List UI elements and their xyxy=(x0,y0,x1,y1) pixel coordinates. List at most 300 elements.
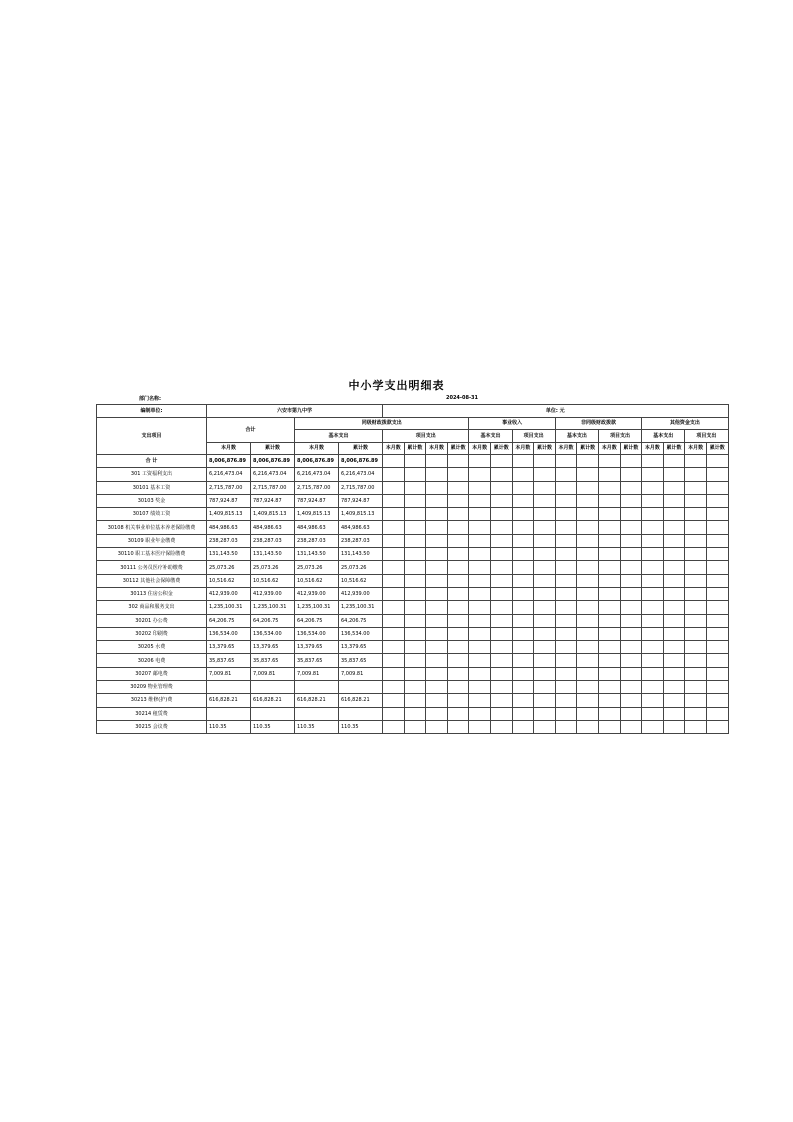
empty-cell xyxy=(490,627,512,640)
header-month: 本月数 xyxy=(598,442,620,455)
row-amount-cell: 1,409,815.13 xyxy=(295,508,339,521)
row-amount-cell: 787,924.87 xyxy=(295,494,339,507)
row-amount-cell: 238,287.03 xyxy=(295,534,339,547)
empty-cell xyxy=(490,561,512,574)
empty-cell xyxy=(534,681,556,694)
empty-cell xyxy=(383,481,405,494)
row-amount-cell: 25,073.26 xyxy=(295,561,339,574)
empty-cell xyxy=(469,614,491,627)
empty-cell xyxy=(534,667,556,680)
empty-cell xyxy=(447,468,469,481)
table-row xyxy=(97,641,729,654)
row-amount-cell: 484,986.63 xyxy=(207,521,251,534)
row-amount-cell: 1,235,100.31 xyxy=(251,601,295,614)
empty-cell xyxy=(620,561,642,574)
table-row xyxy=(97,468,729,481)
empty-cell xyxy=(620,587,642,600)
empty-cell xyxy=(404,641,426,654)
row-amount-cell xyxy=(339,681,383,694)
row-item-name: 30110 职工基本医疗保险缴费 xyxy=(97,548,207,561)
empty-cell xyxy=(534,694,556,707)
empty-cell xyxy=(577,681,599,694)
empty-cell xyxy=(685,587,707,600)
empty-cell xyxy=(512,694,534,707)
empty-cell xyxy=(555,468,577,481)
header-nonfiscal: 非同级财政拨款 xyxy=(555,417,641,430)
empty-cell xyxy=(534,601,556,614)
empty-cell xyxy=(663,681,685,694)
empty-cell xyxy=(706,694,728,707)
empty-cell xyxy=(577,455,599,468)
empty-cell xyxy=(685,654,707,667)
empty-cell xyxy=(383,707,405,720)
header-business: 事业收入 xyxy=(469,417,555,430)
empty-cell xyxy=(383,587,405,600)
table-row xyxy=(97,654,729,667)
empty-cell xyxy=(534,641,556,654)
empty-cell xyxy=(490,667,512,680)
header-cumulative: 累计数 xyxy=(339,442,383,455)
header-cumulative: 累计数 xyxy=(404,442,426,455)
row-amount-cell: 25,073.26 xyxy=(339,561,383,574)
empty-cell xyxy=(663,707,685,720)
empty-cell xyxy=(469,667,491,680)
empty-cell xyxy=(404,481,426,494)
row-amount-cell: 6,216,473.04 xyxy=(207,468,251,481)
empty-cell xyxy=(469,534,491,547)
empty-cell xyxy=(447,455,469,468)
row-amount-cell: 64,206.75 xyxy=(207,614,251,627)
row-item-name: 30201 办公费 xyxy=(97,614,207,627)
header-cumulative: 累计数 xyxy=(620,442,642,455)
empty-cell xyxy=(598,667,620,680)
row-amount-cell xyxy=(295,707,339,720)
empty-cell xyxy=(404,667,426,680)
empty-cell xyxy=(685,707,707,720)
empty-cell xyxy=(663,508,685,521)
table-row xyxy=(97,481,729,494)
empty-cell xyxy=(426,548,448,561)
empty-cell xyxy=(663,561,685,574)
empty-cell xyxy=(620,548,642,561)
empty-cell xyxy=(685,614,707,627)
empty-cell xyxy=(426,601,448,614)
header-month: 本月数 xyxy=(207,442,251,455)
empty-cell xyxy=(383,534,405,547)
row-item-name: 合 计 xyxy=(97,455,207,468)
empty-cell xyxy=(404,587,426,600)
empty-cell xyxy=(620,481,642,494)
row-item-name: 30113 住房公积金 xyxy=(97,587,207,600)
empty-cell xyxy=(642,601,664,614)
empty-cell xyxy=(447,534,469,547)
empty-cell xyxy=(447,720,469,733)
empty-cell xyxy=(706,614,728,627)
empty-cell xyxy=(426,521,448,534)
empty-cell xyxy=(555,694,577,707)
row-amount-cell: 2,715,787.00 xyxy=(295,481,339,494)
empty-cell xyxy=(512,614,534,627)
empty-cell xyxy=(469,641,491,654)
table-row xyxy=(97,681,729,694)
empty-cell xyxy=(490,654,512,667)
empty-cell xyxy=(685,601,707,614)
header-total: 合计 xyxy=(207,417,295,442)
expenditure-table xyxy=(96,404,729,734)
empty-cell xyxy=(404,468,426,481)
empty-cell xyxy=(469,627,491,640)
empty-cell xyxy=(577,494,599,507)
row-amount-cell: 2,715,787.00 xyxy=(251,481,295,494)
empty-cell xyxy=(620,508,642,521)
empty-cell xyxy=(383,561,405,574)
row-amount-cell xyxy=(339,707,383,720)
empty-cell xyxy=(663,534,685,547)
empty-cell xyxy=(663,521,685,534)
empty-cell xyxy=(555,641,577,654)
empty-cell xyxy=(598,614,620,627)
header-project: 项目支出 xyxy=(598,430,641,443)
empty-cell xyxy=(534,481,556,494)
empty-cell xyxy=(404,707,426,720)
row-item-name: 301 工资福利支出 xyxy=(97,468,207,481)
empty-cell xyxy=(598,548,620,561)
empty-cell xyxy=(534,720,556,733)
row-item-name: 30215 会议费 xyxy=(97,720,207,733)
empty-cell xyxy=(598,694,620,707)
row-amount-cell: 238,287.03 xyxy=(251,534,295,547)
empty-cell xyxy=(555,508,577,521)
empty-cell xyxy=(555,707,577,720)
header-month: 本月数 xyxy=(426,442,448,455)
empty-cell xyxy=(512,720,534,733)
empty-cell xyxy=(577,468,599,481)
header-other: 其他资金支出 xyxy=(642,417,728,430)
empty-cell xyxy=(685,561,707,574)
row-amount-cell: 10,516.62 xyxy=(339,574,383,587)
empty-cell xyxy=(469,508,491,521)
empty-cell xyxy=(469,654,491,667)
empty-cell xyxy=(426,587,448,600)
empty-cell xyxy=(685,720,707,733)
row-amount-cell: 35,837.65 xyxy=(339,654,383,667)
row-amount-cell: 7,009.81 xyxy=(339,667,383,680)
empty-cell xyxy=(490,468,512,481)
empty-cell xyxy=(706,667,728,680)
empty-cell xyxy=(706,627,728,640)
row-amount-cell: 131,143.50 xyxy=(295,548,339,561)
empty-cell xyxy=(620,720,642,733)
row-amount-cell: 412,939.00 xyxy=(339,587,383,600)
header-project: 项目支出 xyxy=(383,430,469,443)
report-date: 2024-08-31 xyxy=(446,395,478,401)
empty-cell xyxy=(663,481,685,494)
empty-cell xyxy=(577,574,599,587)
empty-cell xyxy=(598,561,620,574)
header-cumulative: 累计数 xyxy=(663,442,685,455)
table-row xyxy=(97,534,729,547)
row-amount-cell xyxy=(207,707,251,720)
empty-cell xyxy=(642,707,664,720)
row-amount-cell xyxy=(251,681,295,694)
empty-cell xyxy=(383,667,405,680)
header-month: 本月数 xyxy=(642,442,664,455)
row-item-name: 30214 租赁费 xyxy=(97,707,207,720)
empty-cell xyxy=(490,601,512,614)
row-amount-cell: 10,516.62 xyxy=(251,574,295,587)
empty-cell xyxy=(620,694,642,707)
row-amount-cell: 13,379.65 xyxy=(295,641,339,654)
table-row xyxy=(97,707,729,720)
empty-cell xyxy=(447,508,469,521)
empty-cell xyxy=(447,574,469,587)
compiler-value: 六安市第九中学 xyxy=(207,405,383,418)
empty-cell xyxy=(447,587,469,600)
empty-cell xyxy=(404,601,426,614)
empty-cell xyxy=(383,720,405,733)
empty-cell xyxy=(534,534,556,547)
empty-cell xyxy=(598,521,620,534)
empty-cell xyxy=(426,667,448,680)
empty-cell xyxy=(685,481,707,494)
row-amount-cell: 8,006,876.89 xyxy=(339,455,383,468)
empty-cell xyxy=(490,574,512,587)
row-amount-cell: 1,409,815.13 xyxy=(339,508,383,521)
empty-cell xyxy=(404,521,426,534)
empty-cell xyxy=(383,455,405,468)
row-amount-cell: 787,924.87 xyxy=(207,494,251,507)
header-basic: 基本支出 xyxy=(642,430,685,443)
row-item-name: 30103 奖金 xyxy=(97,494,207,507)
empty-cell xyxy=(642,641,664,654)
empty-cell xyxy=(706,561,728,574)
row-amount-cell: 412,939.00 xyxy=(207,587,251,600)
empty-cell xyxy=(663,720,685,733)
empty-cell xyxy=(663,494,685,507)
empty-cell xyxy=(685,667,707,680)
empty-cell xyxy=(555,534,577,547)
row-amount-cell: 64,206.75 xyxy=(295,614,339,627)
row-amount-cell: 412,939.00 xyxy=(295,587,339,600)
empty-cell xyxy=(534,654,556,667)
empty-cell xyxy=(426,707,448,720)
empty-cell xyxy=(555,574,577,587)
row-amount-cell: 131,143.50 xyxy=(339,548,383,561)
empty-cell xyxy=(598,481,620,494)
empty-cell xyxy=(577,720,599,733)
empty-cell xyxy=(555,494,577,507)
empty-cell xyxy=(426,574,448,587)
empty-cell xyxy=(490,681,512,694)
empty-cell xyxy=(534,574,556,587)
empty-cell xyxy=(685,694,707,707)
empty-cell xyxy=(577,534,599,547)
empty-cell xyxy=(685,494,707,507)
empty-cell xyxy=(598,707,620,720)
row-amount-cell: 13,379.65 xyxy=(339,641,383,654)
empty-cell xyxy=(706,468,728,481)
empty-cell xyxy=(620,654,642,667)
empty-cell xyxy=(663,614,685,627)
empty-cell xyxy=(642,534,664,547)
empty-cell xyxy=(706,494,728,507)
empty-cell xyxy=(663,601,685,614)
empty-cell xyxy=(642,654,664,667)
empty-cell xyxy=(426,455,448,468)
empty-cell xyxy=(706,574,728,587)
empty-cell xyxy=(663,587,685,600)
empty-cell xyxy=(685,521,707,534)
empty-cell xyxy=(426,561,448,574)
empty-cell xyxy=(490,707,512,720)
empty-cell xyxy=(706,681,728,694)
row-amount-cell: 10,516.62 xyxy=(295,574,339,587)
empty-cell xyxy=(620,574,642,587)
empty-cell xyxy=(534,548,556,561)
empty-cell xyxy=(598,627,620,640)
empty-cell xyxy=(426,641,448,654)
row-amount-cell: 131,143.50 xyxy=(251,548,295,561)
row-amount-cell: 7,009.81 xyxy=(207,667,251,680)
header-basic: 基本支出 xyxy=(469,430,512,443)
empty-cell xyxy=(383,574,405,587)
row-amount-cell: 7,009.81 xyxy=(295,667,339,680)
empty-cell xyxy=(512,534,534,547)
empty-cell xyxy=(620,534,642,547)
empty-cell xyxy=(685,468,707,481)
row-amount-cell: 2,715,787.00 xyxy=(339,481,383,494)
empty-cell xyxy=(577,654,599,667)
row-amount-cell: 136,534.00 xyxy=(339,627,383,640)
empty-cell xyxy=(685,508,707,521)
row-amount-cell xyxy=(207,681,251,694)
empty-cell xyxy=(598,494,620,507)
empty-cell xyxy=(555,548,577,561)
empty-cell xyxy=(447,667,469,680)
row-amount-cell: 131,143.50 xyxy=(207,548,251,561)
empty-cell xyxy=(598,601,620,614)
empty-cell xyxy=(447,627,469,640)
empty-cell xyxy=(555,654,577,667)
empty-cell xyxy=(490,481,512,494)
row-amount-cell: 110.35 xyxy=(295,720,339,733)
header-cumulative: 累计数 xyxy=(251,442,295,455)
empty-cell xyxy=(642,508,664,521)
empty-cell xyxy=(383,641,405,654)
row-item-name: 30213 维修(护)费 xyxy=(97,694,207,707)
empty-cell xyxy=(555,720,577,733)
empty-cell xyxy=(642,548,664,561)
empty-cell xyxy=(577,641,599,654)
department-label: 部门名称: xyxy=(139,396,161,402)
row-amount-cell: 110.35 xyxy=(251,720,295,733)
empty-cell xyxy=(706,534,728,547)
empty-cell xyxy=(512,681,534,694)
empty-cell xyxy=(469,587,491,600)
empty-cell xyxy=(426,627,448,640)
empty-cell xyxy=(555,587,577,600)
empty-cell xyxy=(620,641,642,654)
empty-cell xyxy=(447,548,469,561)
empty-cell xyxy=(577,694,599,707)
empty-cell xyxy=(512,667,534,680)
empty-cell xyxy=(642,521,664,534)
table-row xyxy=(97,521,729,534)
empty-cell xyxy=(555,681,577,694)
empty-cell xyxy=(555,627,577,640)
empty-cell xyxy=(577,548,599,561)
empty-cell xyxy=(534,614,556,627)
empty-cell xyxy=(620,494,642,507)
empty-cell xyxy=(706,654,728,667)
row-amount-cell: 787,924.87 xyxy=(251,494,295,507)
empty-cell xyxy=(490,587,512,600)
empty-cell xyxy=(663,455,685,468)
empty-cell xyxy=(512,561,534,574)
row-amount-cell: 616,828.21 xyxy=(207,694,251,707)
empty-cell xyxy=(469,720,491,733)
empty-cell xyxy=(469,468,491,481)
row-amount-cell: 35,837.65 xyxy=(295,654,339,667)
empty-cell xyxy=(383,548,405,561)
empty-cell xyxy=(555,667,577,680)
empty-cell xyxy=(663,548,685,561)
empty-cell xyxy=(685,627,707,640)
row-amount-cell: 64,206.75 xyxy=(251,614,295,627)
table-row xyxy=(97,667,729,680)
empty-cell xyxy=(469,455,491,468)
empty-cell xyxy=(447,681,469,694)
empty-cell xyxy=(620,614,642,627)
table-row xyxy=(97,508,729,521)
empty-cell xyxy=(642,468,664,481)
header-month: 本月数 xyxy=(383,442,405,455)
header-basic: 基本支出 xyxy=(295,430,383,443)
empty-cell xyxy=(383,521,405,534)
row-item-name: 30107 绩效工资 xyxy=(97,508,207,521)
empty-cell xyxy=(383,494,405,507)
row-amount-cell: 616,828.21 xyxy=(251,694,295,707)
empty-cell xyxy=(706,587,728,600)
empty-cell xyxy=(512,654,534,667)
empty-cell xyxy=(404,694,426,707)
empty-cell xyxy=(598,720,620,733)
empty-cell xyxy=(383,694,405,707)
empty-cell xyxy=(685,548,707,561)
empty-cell xyxy=(512,494,534,507)
empty-cell xyxy=(469,574,491,587)
table-row xyxy=(97,561,729,574)
empty-cell xyxy=(577,521,599,534)
row-amount-cell: 110.35 xyxy=(207,720,251,733)
table-row xyxy=(97,614,729,627)
empty-cell xyxy=(555,561,577,574)
empty-cell xyxy=(490,694,512,707)
empty-cell xyxy=(447,654,469,667)
empty-cell xyxy=(426,481,448,494)
row-amount-cell: 110.35 xyxy=(339,720,383,733)
row-amount-cell: 1,235,100.31 xyxy=(339,601,383,614)
row-amount-cell: 1,409,815.13 xyxy=(251,508,295,521)
row-amount-cell: 616,828.21 xyxy=(295,694,339,707)
row-item-name: 30207 邮电费 xyxy=(97,667,207,680)
empty-cell xyxy=(447,561,469,574)
empty-cell xyxy=(404,561,426,574)
empty-cell xyxy=(685,641,707,654)
row-item-name: 30206 电费 xyxy=(97,654,207,667)
empty-cell xyxy=(426,681,448,694)
empty-cell xyxy=(534,455,556,468)
